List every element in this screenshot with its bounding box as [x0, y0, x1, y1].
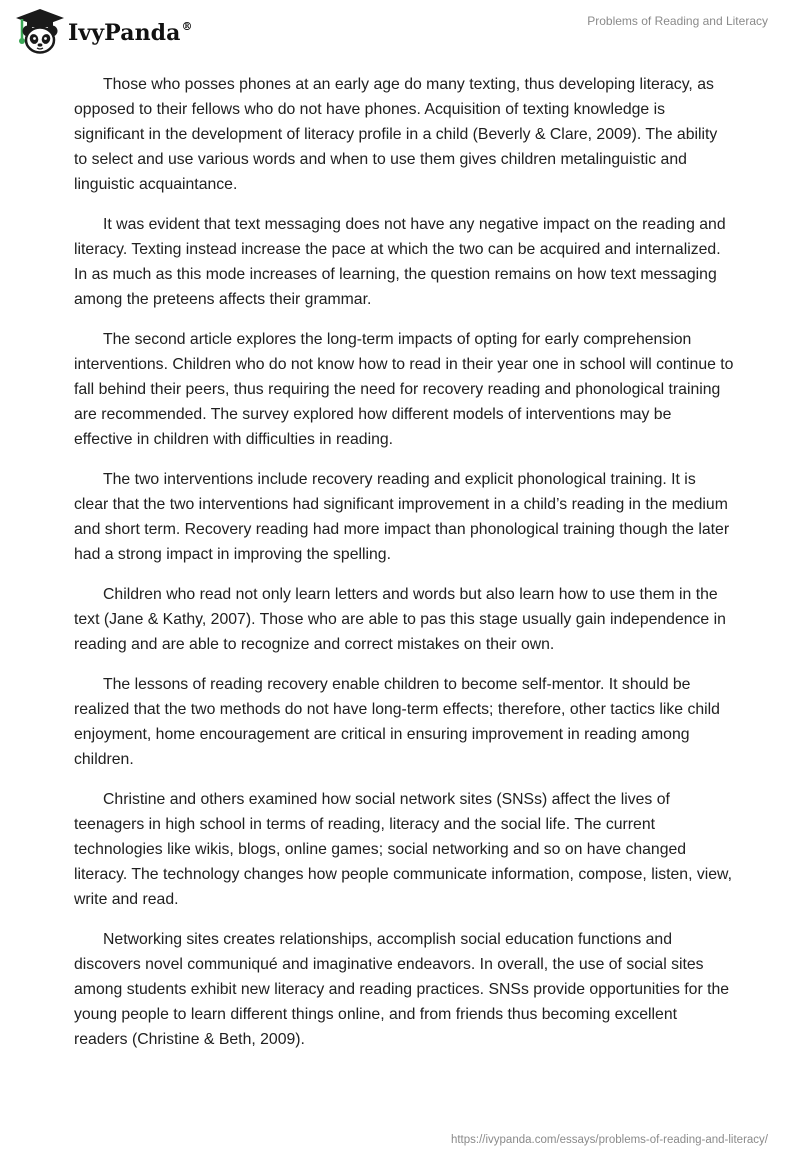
- paragraph: Christine and others examined how social network sites (SNSs) affect the lives of teenagers in high school in terms of reading, literacy and the social life. The current technologies like wikis, blogs, online games; social networking and so on have changed literacy. The technology changes how people communicate information, compose, listen, view, write and read.: [74, 791, 732, 908]
- document-title: Problems of Reading and Literacy: [587, 14, 768, 28]
- ivypanda-logo[interactable]: [14, 8, 193, 56]
- paragraph: The lessons of reading recovery enable children to become self-mentor. It should be realized that the two methods do not have long-term effects; therefore, other tactics like child enjoyment, home encouragement are critical in ensuring improvement in reading among children.: [74, 676, 720, 768]
- paragraph: The two interventions include recovery reading and explicit phonological training. It is clear that the two interventions had significant improvement in a child’s reading in the medium and short term. Recovery reading had more impact than phonological training though the later had a strong impact in improving the spelling.: [74, 471, 730, 563]
- brand-name: IvyPanda®: [68, 19, 193, 46]
- paragraph: The second article explores the long-term impacts of opting for early comprehension interventions. Children who do not know how to read in their year one in school will continue to fall behind their peers, thus requiring the need for recovery reading and phonological training are recommended. The survey explored how different models of interventions may be effective in children with difficulties in reading.: [74, 331, 734, 448]
- source-url[interactable]: https://ivypanda.com/essays/problems-of-reading-and-literacy/: [450, 1134, 768, 1146]
- paragraph: Networking sites creates relationships, accomplish social education functions and discovers novel communiqué and imaginative endeavors. In overall, the use of social sites among students exhibit new literacy and reading practices. SNSs provide opportunities for the young people to learn different things online, and from friends thus becoming excellent readers (Christine & Beth, 2009).: [74, 931, 730, 1048]
- paragraph: Children who read not only learn letters and words but also learn how to use them in the text (Jane & Kathy, 2007). Those who are able to pas this stage usually gain independence in reading and are able to recognize and correct mistakes on their own.: [74, 586, 726, 653]
- panda-graduation-cap-icon: [14, 8, 66, 56]
- page-header: [0, 0, 800, 64]
- registered-mark: ®: [181, 19, 193, 33]
- paragraph: Those who posses phones at an early age do many texting, thus developing literacy, as opposed to their fellows who do not have phones. Acquisition of texting knowledge is significant in the development of literacy profile in a child (Beverly & Clare, 2009). The ability to select and use various words and when to use them gives children metalinguistic and linguistic acquaintance.: [74, 76, 718, 193]
- paragraph: It was evident that text messaging does not have any negative impact on the reading and literacy. Texting instead increase the pace at which the two can be acquired and internalized. In as much as this mode increases of learning, the question remains on how text messaging among the preteens affects their grammar.: [74, 216, 726, 308]
- essay-body: [74, 72, 734, 1067]
